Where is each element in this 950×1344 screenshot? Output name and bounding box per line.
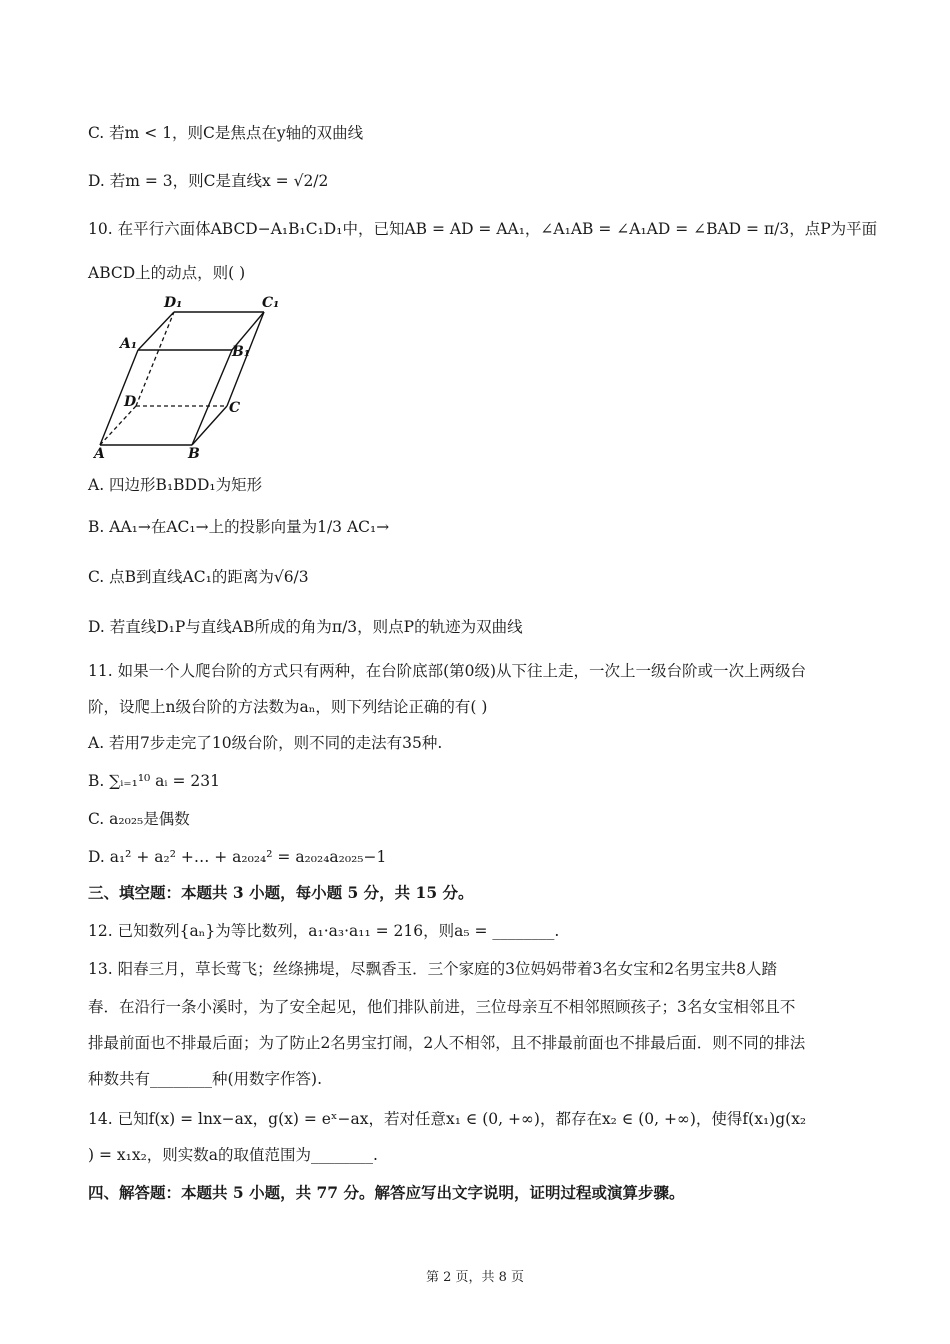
label-a1: A₁ [120, 336, 137, 352]
text-line-q11c: C. a₂₀₂₅是偶数 [88, 810, 190, 828]
edge-bc [192, 406, 227, 445]
text-line-q13-2: 春．在沿行一条小溪时，为了安全起见，他们排队前进，三位母亲互不相邻照顾孩子；3名女宝相邻且不 [88, 998, 796, 1016]
label-b: B [188, 446, 200, 460]
text-line-q10a: A. 四边形B₁BDD₁为矩形 [88, 476, 263, 494]
edge-a1d1 [138, 312, 174, 350]
text-line-q9d: D. 若m = 3，则C是直线x = √2/2 [88, 172, 329, 190]
label-c: C [229, 400, 241, 416]
text-line-q13-1: 13. 阳春三月，草长莺飞；丝绦拂堤，尽飘香玉．三个家庭的3位妈妈带着3名女宝和2名男宝共8人踏 [88, 960, 778, 978]
text-line-q10d: D. 若直线D₁P与直线AB所成的角为π/3，则点P的轨迹为双曲线 [88, 618, 523, 636]
page-footer: 第 2 页，共 8 页 [425, 1270, 525, 1285]
text-line-q11-2: 阶，设爬上n级台阶的方法数为aₙ，则下列结论正确的有( ) [88, 698, 488, 716]
text-line-q11-1: 11. 如果一个人爬台阶的方式只有两种，在台阶底部(第0级)从下往上走，一次上一级台阶或一次上两级台 [88, 662, 807, 680]
text-line-q10-2: ABCD上的动点，则( ) [88, 264, 246, 282]
text-line-q11b: B. ∑ᵢ₌₁¹⁰ aᵢ = 231 [88, 772, 220, 790]
text-line-q9c: C. 若m < 1，则C是焦点在y轴的双曲线 [88, 124, 364, 142]
edge-bb1 [192, 350, 232, 445]
text-line-q10c: C. 点B到直线AC₁的距离为√6/3 [88, 568, 309, 586]
label-a: A [94, 446, 105, 460]
label-d1: D₁ [164, 295, 183, 311]
label-c1: C₁ [262, 295, 280, 311]
text-line-q12: 12. 已知数列{aₙ}为等比数列，a₁·a₃·a₁₁ = 216，则a₅ = ________. [88, 922, 560, 940]
text-line-sec3: 三、填空题：本题共 3 小题，每小题 5 分，共 15 分。 [88, 883, 474, 902]
label-d: D [124, 394, 137, 410]
edge-ad-hidden [100, 406, 136, 445]
text-line-q10b: B. AA₁→在AC₁→上的投影向量为1/3 AC₁→ [88, 518, 390, 536]
text-line-q13-4: 种数共有________种(用数字作答). [88, 1070, 323, 1088]
label-b1: B₁ [232, 344, 250, 360]
parallelepiped-figure [92, 290, 292, 460]
text-line-q11a: A. 若用7步走完了10级台阶，则不同的走法有35种. [88, 734, 443, 752]
text-line-q10-1: 10. 在平行六面体ABCD−A₁B₁C₁D₁中，已知AB = AD = AA₁，∠A₁AB = ∠A₁AD = ∠BAD = π/3，点P为平面 [88, 220, 878, 238]
edge-dd1-hidden [136, 312, 174, 406]
text-line-q14-2: ) = x₁x₂，则实数a的取值范围为________. [88, 1146, 378, 1164]
parallelepiped-diagram [92, 290, 292, 460]
text-line-q11d: D. a₁² + a₂² +… + a₂₀₂₄² = a₂₀₂₄a₂₀₂₅−1 [88, 848, 387, 866]
text-line-sec4: 四、解答题：本题共 5 小题，共 77 分。解答应写出文字说明，证明过程或演算步骤。 [88, 1183, 685, 1202]
text-line-q13-3: 排最前面也不排最后面；为了防止2名男宝打闹，2人不相邻，且不排最前面也不排最后面．则不同的排法 [88, 1034, 806, 1052]
text-line-q14-1: 14. 已知f(x) = lnx−ax，g(x) = eˣ−ax，若对任意x₁ ∈ (0, +∞)，都存在x₂ ∈ (0, +∞)，使得f(x₁)g(x₂ [88, 1110, 807, 1128]
